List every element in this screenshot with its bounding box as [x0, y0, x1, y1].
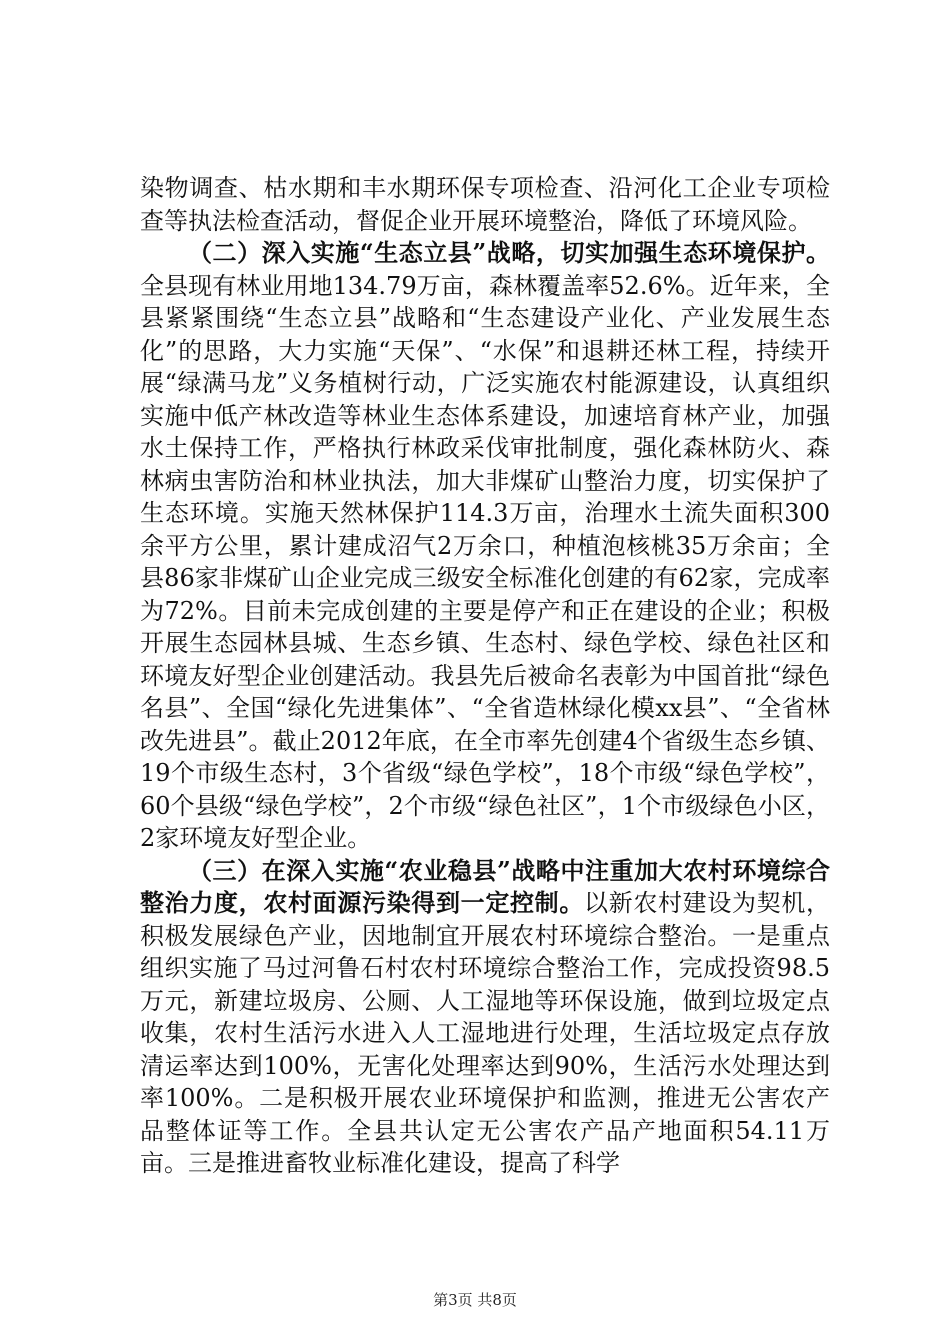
paragraph-text: 以新农村建设为契机，积极发展绿色产业，因地制宜开展农村环境综合整治。一是重点组织实施了马过河鲁石村农村环境综合整治工作，完成投资98.5万元，新建垃圾房、公厕、人工湿地等环保设施，做到垃圾定点收集，农村生活污水进入人工湿地进行处理，生活垃圾定点存放清运率达到100%，无害化处理率达到90%，生活污水处理达到率100%。二是积极开展农业环境保护和监测，推进无公害农产品整体证等工作。全县共认定无公害农产品产地面积54.11万亩。三是推进畜牧业标准化建设，提高了科学	[140, 889, 830, 1177]
paragraph-agriculture	[140, 855, 830, 1180]
document-body	[140, 172, 830, 1180]
paragraph-heading: （二）深入实施“生态立县”战略，切实加强生态环境保护。	[188, 238, 830, 267]
page-footer	[0, 1289, 950, 1310]
paragraph-continued	[140, 172, 830, 237]
paragraph-text: 染物调查、枯水期和丰水期环保专项检查、沿河化工企业专项检查等执法检查活动，督促企业开展环境整治，降低了环境风险。	[140, 174, 830, 235]
paragraph-heading: （三）在深入实施“农业稳县”战略中注重加大农村环境综合整治力度，农村面源污染得到一定控制。	[140, 855, 830, 917]
paragraph-ecology	[140, 237, 830, 855]
paragraph-text: 全县现有林业用地134.79万亩，森林覆盖率52.6%。近年来，全县紧紧围绕“生态立县”战略和“生态建设产业化、产业发展生态化”的思路，大力实施“天保”、“水保”和退耕还林工程，持续开展“绿满马龙”义务植树行动，广泛实施农村能源建设，认真组织实施中低产林改造等林业生态体系建设，加速培育林产业，加强水土保持工作，严格执行林政采伐审批制度，强化森林防火、森林病虫害防治和林业执法，加大非煤矿山整治力度，切实保护了生态环境。实施天然林保护114.3万亩，治理水土流失面积300余平方公里，累计建成沼气2万余口，种植泡核桃35万余亩；全县86家非煤矿山企业完成三级安全标准化创建的有62家，完成率为72%。目前未完成创建的主要是停产和正在建设的企业；积极开展生态园林县城、生态乡镇、生态村、绿色学校、绿色社区和环境友好型企业创建活动。我县先后被命名表彰为中国首批“绿色名县”、全国“绿化先进集体”、“全省造林绿化模xx县”、“全省林改先进县”。截止2012年底，在全市率先创建4个省级生态乡镇、19个市级生态村，3个省级“绿色学校”，18个市级“绿色学校”，60个县级“绿色学校”，2个市级“绿色社区”，1个市级绿色小区，2家环境友好型企业。	[140, 271, 830, 852]
page-number: 第3页 共8页	[433, 1291, 517, 1309]
